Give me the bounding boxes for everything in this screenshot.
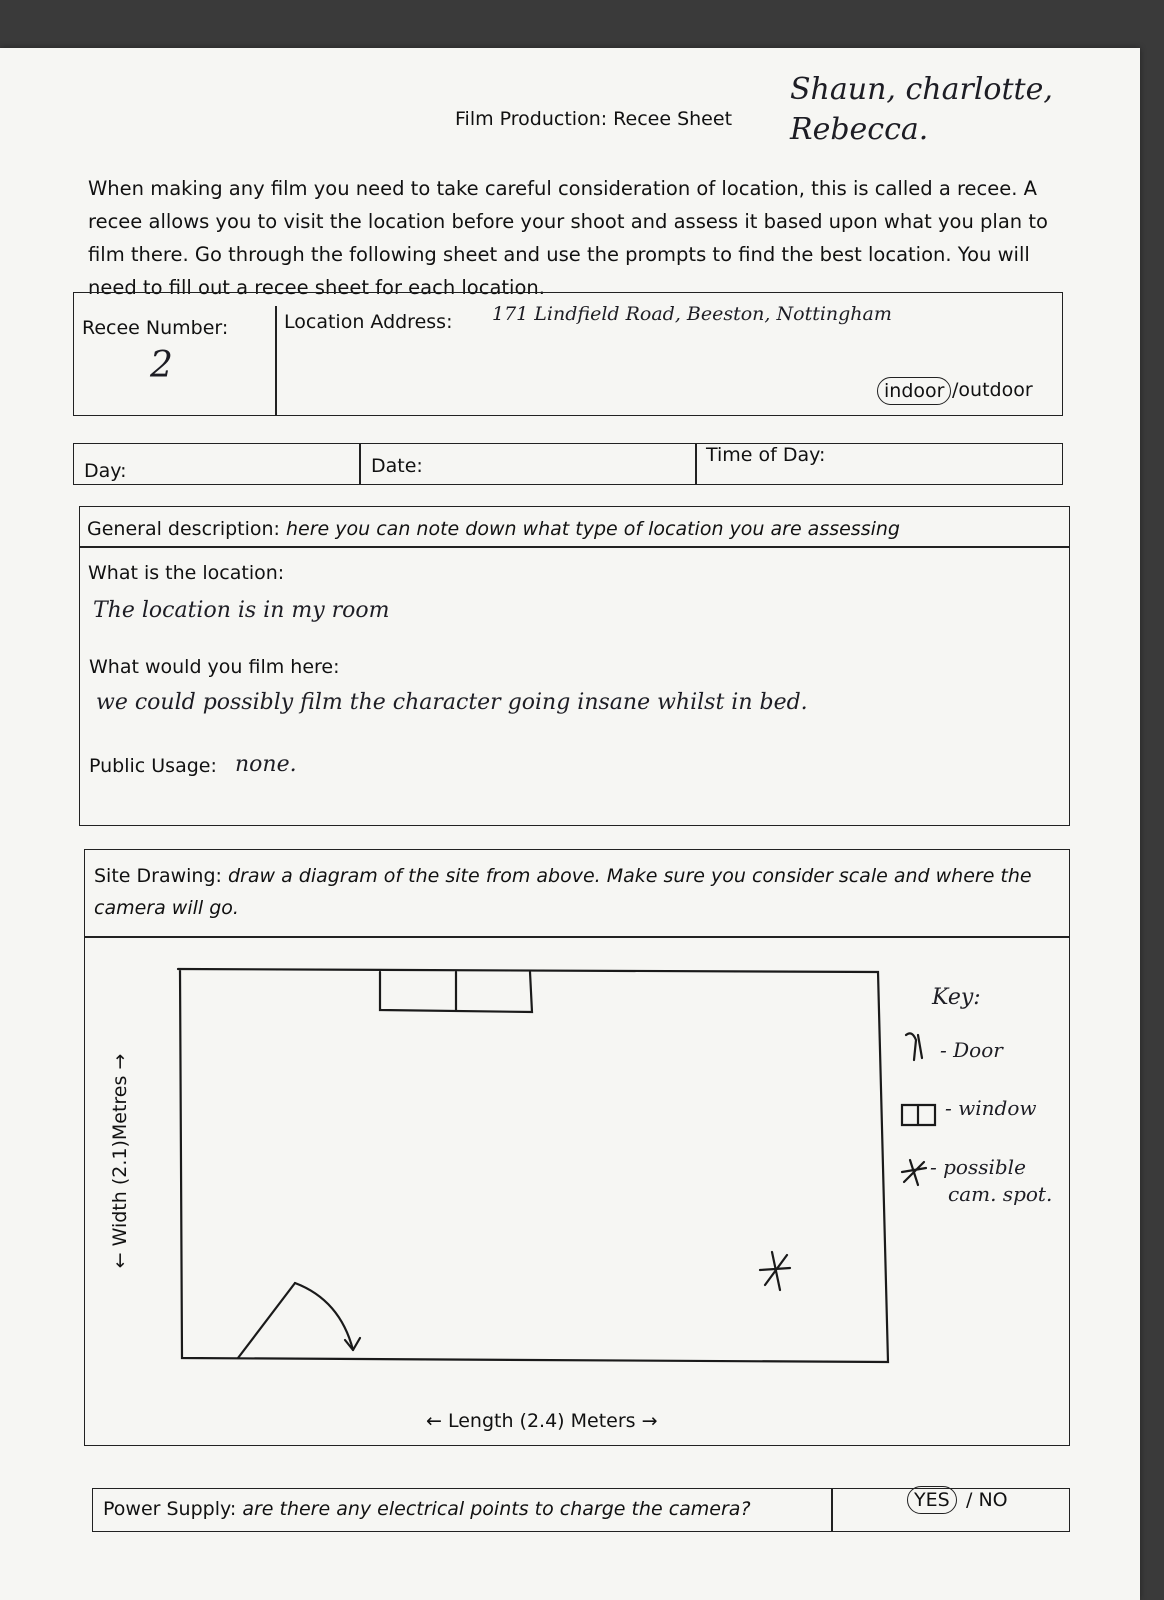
question-film-here: What would you film here: [89,656,340,678]
site-heading-label: Site Drawing: [94,865,222,887]
general-heading-note: here you can note down what type of location you are assessing [286,518,900,540]
key-camera-1: - possible [930,1155,1026,1179]
door-arrow [345,1338,360,1350]
question-location: What is the location: [88,562,285,584]
power-divider [831,1488,833,1532]
answer-location[interactable]: The location is in my room [93,598,390,623]
room-outline [178,969,888,1362]
page-title: Film Production: Recee Sheet [455,108,733,130]
intro-paragraph: When making any film you need to take careful consideration of location, this is called a recee. A recee allows you to visit the location before your shoot and assess it based upon what you plan to film there. Go through the following sheet and use the prompts to find the best location. You will need to fill out a recee sheet for each location. [88,177,1048,299]
power-note: are there any electrical points to charge the camera? [242,1498,751,1520]
power-heading [103,1498,751,1520]
recee-number-value[interactable]: 2 [150,345,173,386]
camera-spot-mark [760,1252,790,1290]
answer-film-here[interactable]: we could possibly film the character going insane whilst in bed. [96,690,808,715]
handwritten-names: Shaun, charlotte, Rebecca. [790,72,1053,147]
location-address-value[interactable]: 171 Lindfield Road, Beeston, Nottingham [492,303,892,325]
time-of-day-label: Time of Day: [706,444,826,466]
key-title: Key: [932,985,981,1010]
arrow-down-icon: ← [109,1252,131,1269]
length-axis-label [426,1410,658,1432]
key-door-symbol [906,1033,922,1060]
length-axis-text: Length (2.4) Meters [447,1410,636,1432]
width-axis-text: Width (2.1)Metres [109,1075,131,1247]
location-address-label: Location Address: [284,311,453,333]
arrow-left-icon: ← [426,1410,442,1432]
key-camera-2: cam. spot. [948,1182,1053,1206]
answer-public-usage[interactable]: none. [235,752,297,777]
key-camera-symbol [902,1160,926,1185]
general-heading-label: General description: [87,518,280,540]
arrow-right-icon: → [641,1410,658,1432]
question-public-usage: Public Usage: [89,755,217,777]
recee-number-label: Recee Number: [82,317,229,339]
site-heading-note: draw a diagram of the site from above. Make sure you consider scale and where the camera will go. [94,865,1032,919]
indoor-option-circled[interactable]: indoor [877,377,951,405]
no-option[interactable]: / NO [966,1489,1008,1511]
outdoor-option[interactable]: /outdoor [952,379,1033,401]
power-label: Power Supply: [103,1498,237,1520]
key-window: - window [945,1096,1037,1120]
arrow-up-icon: → [109,1053,131,1070]
door-line [238,1283,295,1358]
key-window-symbol [902,1105,935,1125]
yes-option-circled[interactable]: YES [907,1486,957,1514]
day-label: Day: [84,460,127,482]
key-door: - Door [940,1038,1003,1062]
date-label: Date: [371,455,423,477]
